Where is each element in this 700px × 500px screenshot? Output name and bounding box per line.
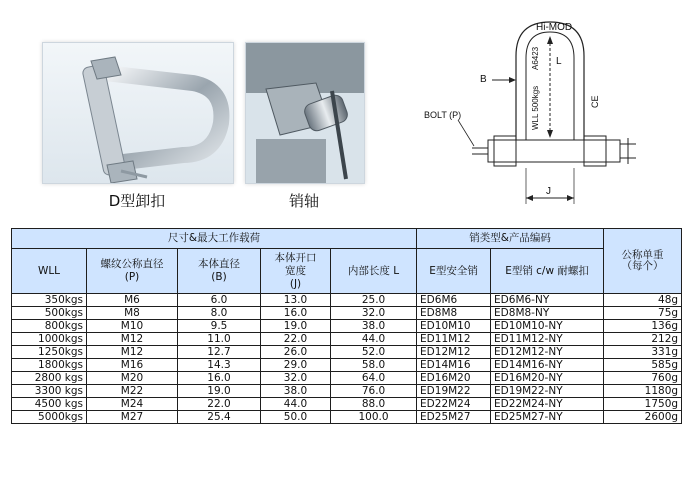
pin-caption: 销轴: [288, 192, 319, 210]
cell-weight: 212g: [604, 333, 682, 346]
cell-e-nut: ED12M12-NY: [491, 346, 604, 359]
shackle-caption: D型卸扣: [108, 192, 166, 210]
cell-opening: 16.0: [261, 307, 331, 320]
cell-wll: 1250kgs: [12, 346, 87, 359]
cell-weight: 75g: [604, 307, 682, 320]
header-opening-width: 本体开口 宽度 (J): [261, 249, 331, 294]
cell-opening: 19.0: [261, 320, 331, 333]
cell-weight: 136g: [604, 320, 682, 333]
cell-opening: 26.0: [261, 346, 331, 359]
pin-illustration: [246, 43, 364, 183]
table-row: [12, 294, 682, 307]
pin-photo: [245, 42, 365, 184]
cell-e-safety: ED11M12: [417, 333, 491, 346]
cell-e-safety: ED16M20: [417, 372, 491, 385]
cell-length: 64.0: [331, 372, 417, 385]
cell-length: 52.0: [331, 346, 417, 359]
cell-thread: M27: [87, 411, 178, 424]
table-row: [12, 385, 682, 398]
spec-table: [11, 228, 682, 424]
shackle-illustration: [43, 43, 233, 183]
cell-length: 32.0: [331, 307, 417, 320]
cell-body: 16.0: [178, 372, 261, 385]
header-group-dimensions: 尺寸&最大工作载荷: [12, 229, 417, 249]
cell-weight: 2600g: [604, 411, 682, 424]
cell-length: 100.0: [331, 411, 417, 424]
cell-e-safety: ED6M6: [417, 294, 491, 307]
table-row: [12, 372, 682, 385]
cell-opening: 50.0: [261, 411, 331, 424]
cell-wll: 5000kgs: [12, 411, 87, 424]
cell-e-safety: ED19M22: [417, 385, 491, 398]
spec-table-body: [12, 294, 682, 424]
cell-e-nut: ED19M22-NY: [491, 385, 604, 398]
cell-body: 25.4: [178, 411, 261, 424]
diagram-label-a6423: A6423: [531, 46, 540, 70]
header-body-diameter: 本体直径 (B): [178, 249, 261, 294]
cell-thread: M12: [87, 346, 178, 359]
cell-opening: 22.0: [261, 333, 331, 346]
diagram-label-wll: WLL 500kgs: [531, 85, 540, 130]
header-group-pin-type: 销类型&产品编码: [417, 229, 604, 249]
diagram-label-bolt: BOLT (P): [424, 110, 462, 120]
cell-e-safety: ED10M10: [417, 320, 491, 333]
cell-opening: 13.0: [261, 294, 331, 307]
cell-body: 6.0: [178, 294, 261, 307]
header-inner-length: 内部长度 L: [331, 249, 417, 294]
cell-wll: 4500 kgs: [12, 398, 87, 411]
cell-opening: 29.0: [261, 359, 331, 372]
cell-thread: M6: [87, 294, 178, 307]
cell-length: 44.0: [331, 333, 417, 346]
cell-length: 58.0: [331, 359, 417, 372]
cell-body: 8.0: [178, 307, 261, 320]
cell-wll: 2800 kgs: [12, 372, 87, 385]
cell-weight: 760g: [604, 372, 682, 385]
table-row: [12, 333, 682, 346]
cell-wll: 3300 kgs: [12, 385, 87, 398]
cell-body: 22.0: [178, 398, 261, 411]
cell-opening: 38.0: [261, 385, 331, 398]
cell-body: 12.7: [178, 346, 261, 359]
diagram-label-himod: Hi-MOD: [536, 22, 573, 33]
header-e-pin-nut: E型销 c/w 耐螺扣: [491, 249, 604, 294]
cell-thread: M24: [87, 398, 178, 411]
cell-wll: 1800kgs: [12, 359, 87, 372]
cell-length: 88.0: [331, 398, 417, 411]
diagram-label-j: J: [546, 186, 551, 197]
cell-length: 38.0: [331, 320, 417, 333]
table-row: [12, 307, 682, 320]
cell-wll: 800kgs: [12, 320, 87, 333]
table-row: [12, 398, 682, 411]
table-row: [12, 346, 682, 359]
cell-e-safety: ED8M8: [417, 307, 491, 320]
cell-body: 14.3: [178, 359, 261, 372]
cell-wll: 1000kgs: [12, 333, 87, 346]
cell-thread: M12: [87, 333, 178, 346]
cell-body: 9.5: [178, 320, 261, 333]
table-row: [12, 320, 682, 333]
cell-wll: 350kgs: [12, 294, 87, 307]
table-row: [12, 359, 682, 372]
header-e-safety-pin: E型安全销: [417, 249, 491, 294]
cell-e-nut: ED14M16-NY: [491, 359, 604, 372]
cell-weight: 331g: [604, 346, 682, 359]
cell-thread: M10: [87, 320, 178, 333]
header-unit-weight: 公称单重 （每个）: [604, 229, 682, 294]
cell-e-nut: ED25M27-NY: [491, 411, 604, 424]
cell-e-nut: ED8M8-NY: [491, 307, 604, 320]
cell-e-nut: ED11M12-NY: [491, 333, 604, 346]
table-row: [12, 411, 682, 424]
cell-thread: M16: [87, 359, 178, 372]
cell-length: 25.0: [331, 294, 417, 307]
diagram-label-ce: CE: [590, 95, 600, 108]
cell-thread: M20: [87, 372, 178, 385]
cell-thread: M22: [87, 385, 178, 398]
cell-opening: 44.0: [261, 398, 331, 411]
cell-length: 76.0: [331, 385, 417, 398]
cell-thread: M8: [87, 307, 178, 320]
cell-e-nut: ED10M10-NY: [491, 320, 604, 333]
cell-weight: 585g: [604, 359, 682, 372]
cell-e-nut: ED22M24-NY: [491, 398, 604, 411]
cell-e-safety: ED25M27: [417, 411, 491, 424]
cell-body: 11.0: [178, 333, 261, 346]
cell-wll: 500kgs: [12, 307, 87, 320]
cell-e-nut: ED6M6-NY: [491, 294, 604, 307]
cell-e-safety: ED14M16: [417, 359, 491, 372]
diagram-label-l: L: [556, 56, 562, 67]
shackle-photo: [42, 42, 234, 184]
cell-weight: 1180g: [604, 385, 682, 398]
header-wll: WLL: [12, 249, 87, 294]
cell-body: 19.0: [178, 385, 261, 398]
cell-e-safety: ED12M12: [417, 346, 491, 359]
cell-weight: 48g: [604, 294, 682, 307]
cell-e-safety: ED22M24: [417, 398, 491, 411]
cell-weight: 1750g: [604, 398, 682, 411]
cell-e-nut: ED16M20-NY: [491, 372, 604, 385]
header-thread-diameter: 螺纹公称直径 (P): [87, 249, 178, 294]
shackle-dimension-diagram: [418, 8, 688, 220]
cell-opening: 32.0: [261, 372, 331, 385]
diagram-label-b: B: [480, 74, 487, 85]
